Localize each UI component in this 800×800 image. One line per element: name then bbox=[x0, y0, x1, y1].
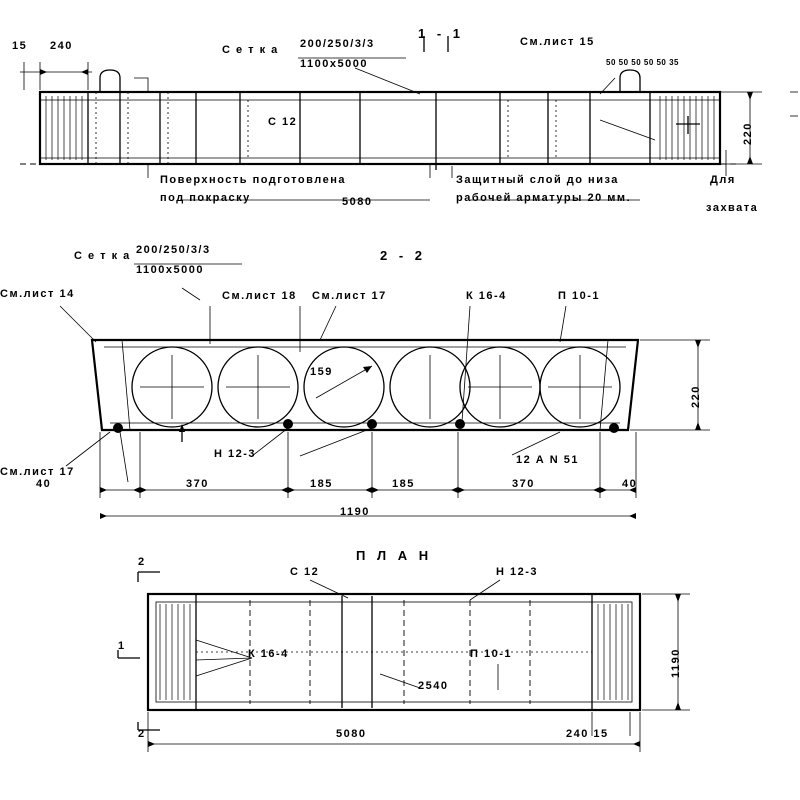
dim-inner-2540: 2540 bbox=[418, 680, 449, 692]
dim-370-left: 370 bbox=[186, 478, 209, 490]
label-n12-3-plan: Н 12-3 bbox=[496, 566, 539, 578]
label-p10-1-section2: П 10-1 bbox=[558, 290, 600, 302]
see-sheet-18: См.лист 18 bbox=[222, 290, 297, 302]
mesh-fraction-bar-2 bbox=[134, 262, 244, 266]
mesh-fraction-bar-1 bbox=[298, 56, 408, 60]
see-sheet-17-bottom: См.лист 17 bbox=[0, 466, 75, 478]
dim-total-length-5080: 5080 bbox=[336, 728, 367, 740]
mesh-denominator-2: 1100х5000 bbox=[136, 264, 204, 276]
dim-40-right: 40 bbox=[622, 478, 638, 490]
dim-length-5080-section1: 5080 bbox=[342, 196, 373, 208]
label-k16-4-section2: К 16-4 bbox=[466, 290, 507, 302]
section-marker-2-top: 2 bbox=[138, 556, 146, 568]
dim-40-left: 40 bbox=[36, 478, 52, 490]
dim-left-240: 240 bbox=[50, 40, 73, 52]
dim-left-15: 15 bbox=[12, 40, 28, 52]
height-220-section1: 220 bbox=[742, 122, 754, 145]
section-marker-1-left: 1 bbox=[118, 640, 126, 652]
see-sheet-14: См.лист 14 bbox=[0, 288, 75, 300]
section-title-1-1: 1 - 1 bbox=[418, 26, 465, 41]
dim-185-a: 185 bbox=[310, 478, 333, 490]
see-sheet-15: См.лист 15 bbox=[520, 36, 595, 48]
dim-185-b: 185 bbox=[392, 478, 415, 490]
dim-total-width-1190: 1190 bbox=[340, 506, 370, 518]
height-220-section2: 220 bbox=[690, 385, 702, 408]
label-p10-1-plan: П 10-1 bbox=[470, 648, 512, 660]
dim-370-right: 370 bbox=[512, 478, 535, 490]
label-n12-3-section2: Н 12-3 bbox=[214, 448, 257, 460]
label-c12-plan: С 12 bbox=[290, 566, 320, 578]
mesh-label-1: С е т к а bbox=[222, 44, 279, 56]
see-sheet-17-top: См.лист 17 bbox=[312, 290, 387, 302]
plan-title: П Л А Н bbox=[356, 548, 433, 563]
mesh-numerator-1: 200/250/3/3 bbox=[300, 38, 375, 50]
mesh-denominator-1: 1100х5000 bbox=[300, 58, 368, 70]
dim-width-1190-plan: 1190 bbox=[670, 648, 682, 678]
spacing-chain-label: 50 50 50 50 50 35 bbox=[606, 58, 680, 67]
note-surface-line2: под покраску bbox=[160, 192, 251, 204]
void-diameter-159: 159 bbox=[310, 366, 333, 378]
section-title-2-2: 2 - 2 bbox=[380, 248, 427, 263]
section-marker-2-bottom: 2 bbox=[138, 728, 146, 740]
label-c12-section1: С 12 bbox=[268, 116, 298, 128]
note-grip-line1: Для bbox=[710, 174, 736, 186]
note-grip-line2: захвата bbox=[706, 202, 759, 214]
label-12an51: 12 А N 51 bbox=[516, 454, 580, 466]
mesh-numerator-2: 200/250/3/3 bbox=[136, 244, 211, 256]
dim-right-240-15: 240 15 bbox=[566, 728, 609, 740]
label-k16-4-plan: К 16-4 bbox=[248, 648, 289, 660]
note-cover-line1: Защитный слой до низа bbox=[456, 174, 619, 186]
mesh-label-2: С е т к а bbox=[74, 250, 131, 262]
note-surface-line1: Поверхность подготовлена bbox=[160, 174, 346, 186]
note-cover-line2: рабочей арматуры 20 мм. bbox=[456, 192, 632, 204]
